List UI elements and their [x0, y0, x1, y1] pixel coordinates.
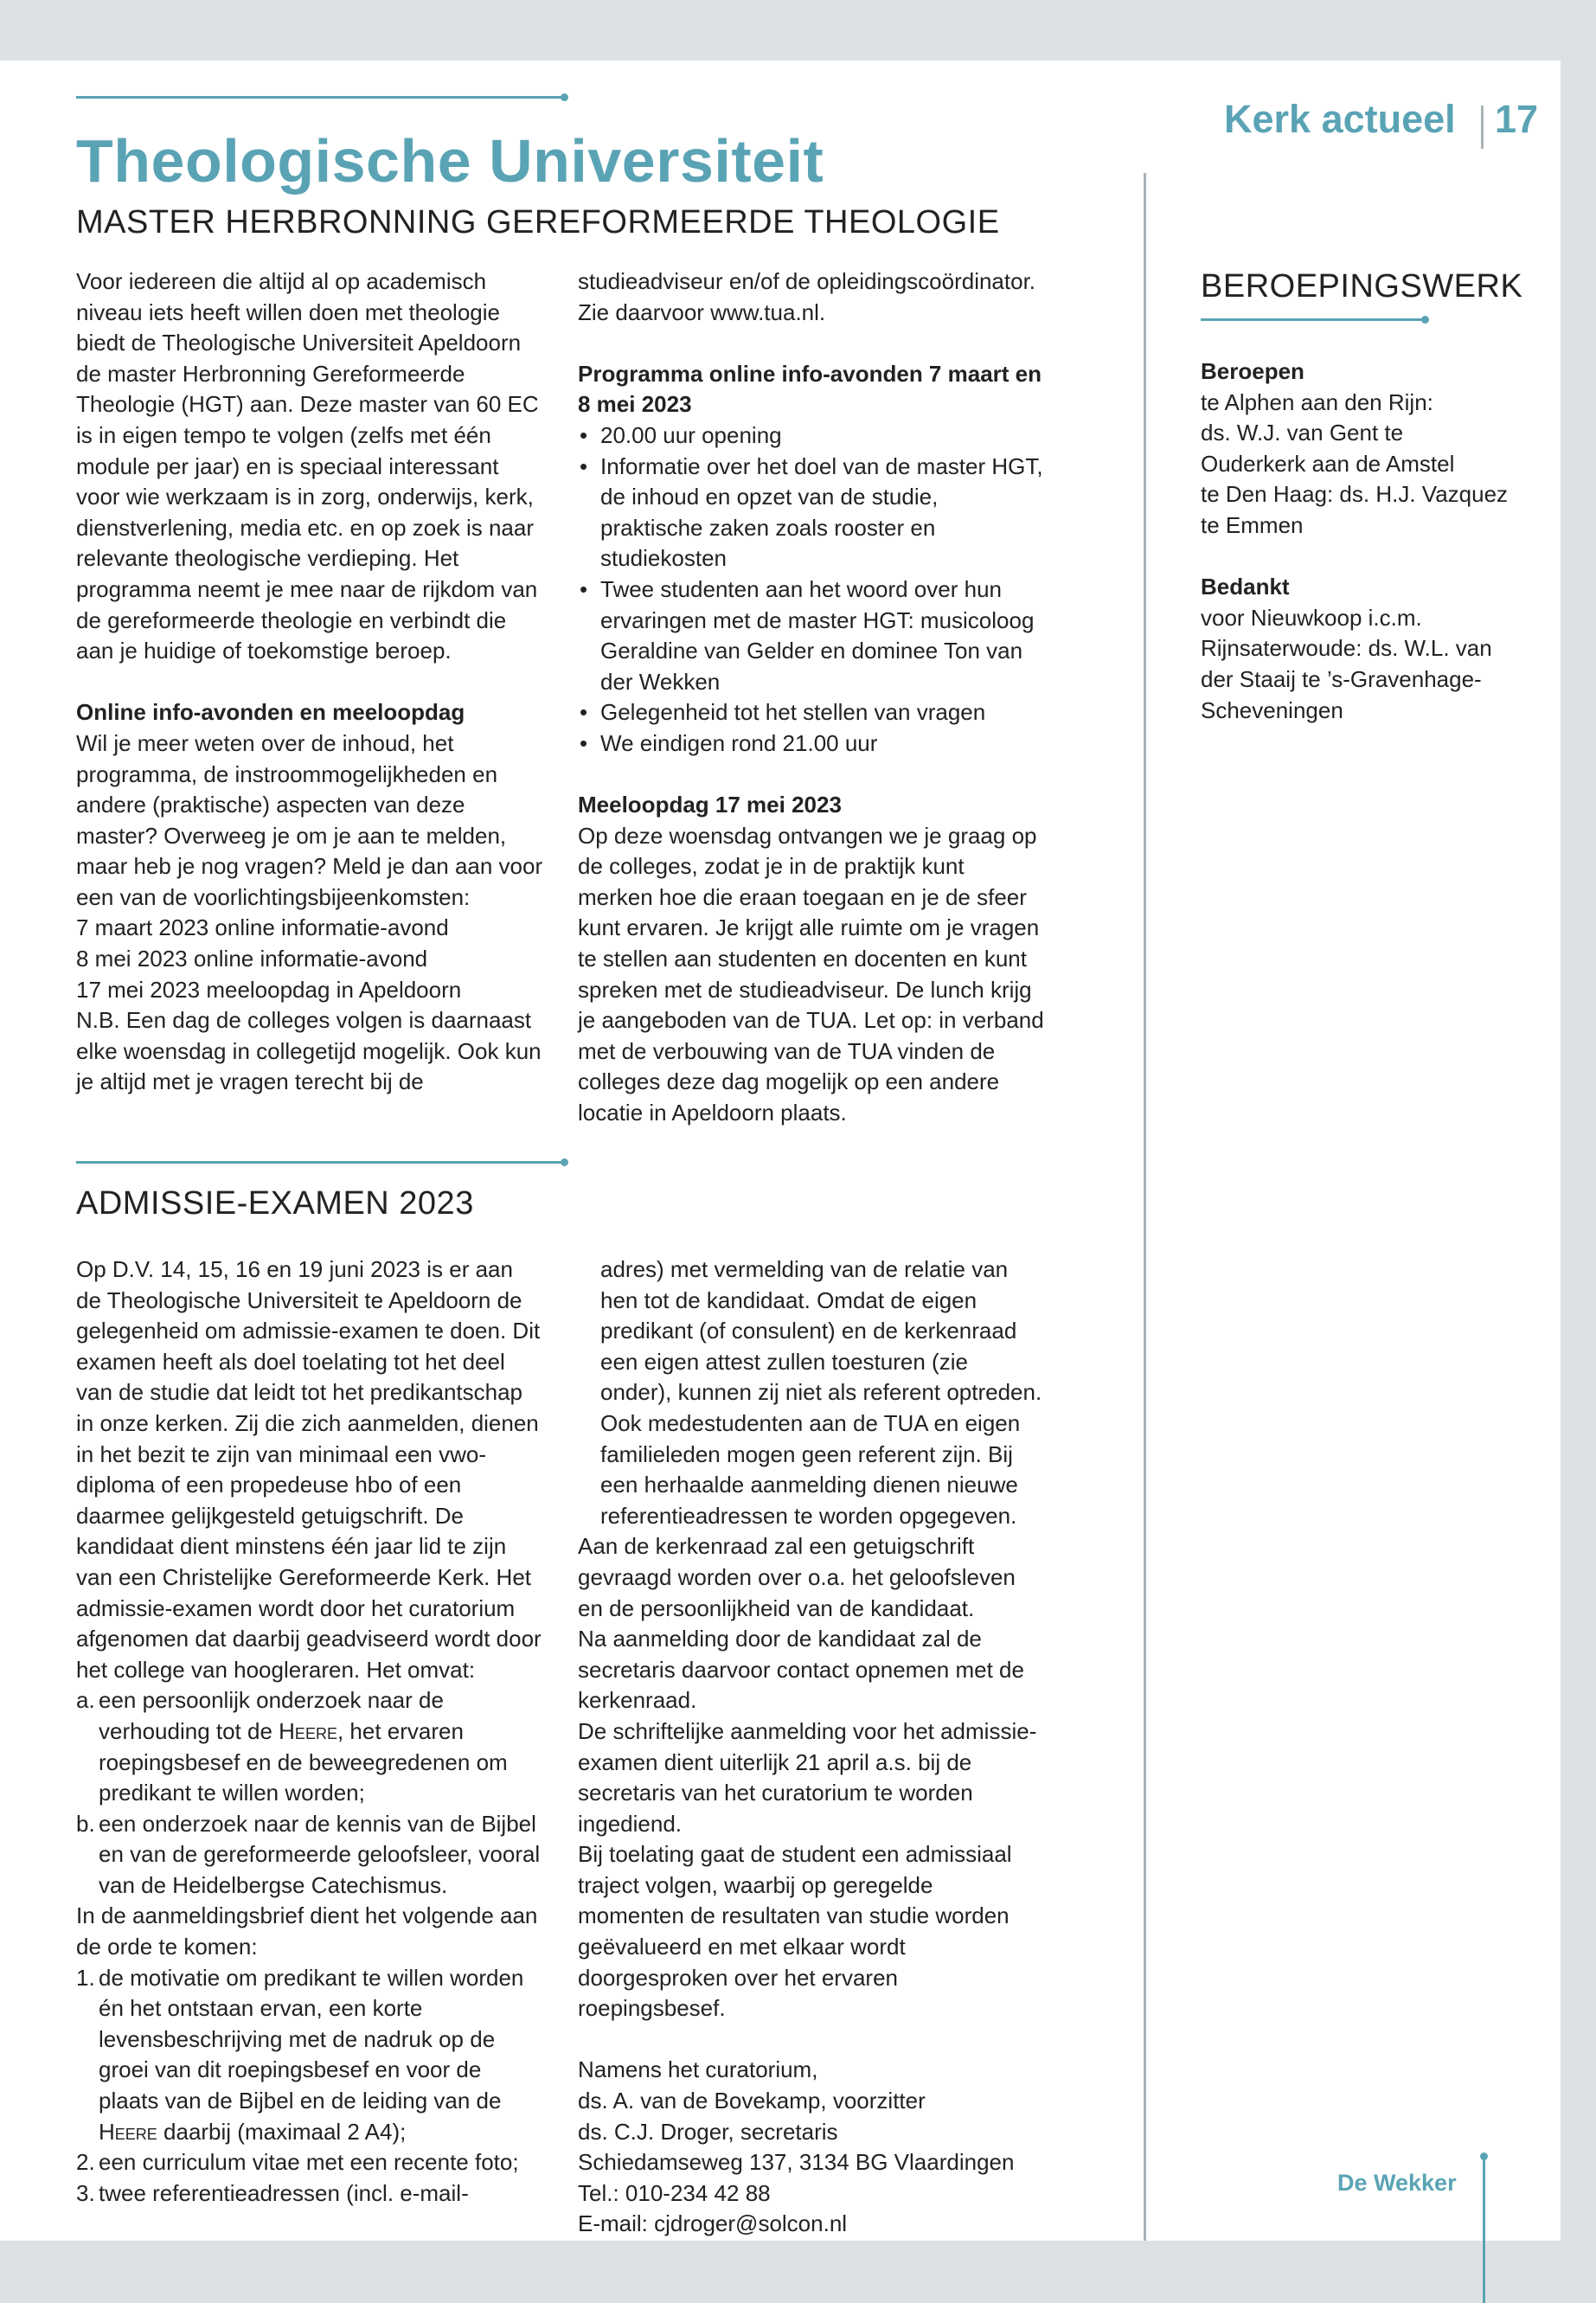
beroepen-heading: Beroepen	[1201, 358, 1304, 384]
admissie-paragraph: Na aanmelding door de kandidaat zal de secretaris daarvoor contact opnemen met de kerkenraad.	[578, 1626, 1024, 1714]
program-item: • Gelegenheid tot het stellen van vragen	[578, 697, 1045, 728]
date-item: 8 mei 2023 online informatie-avond	[76, 946, 428, 972]
program-item: • Twee studenten aan het woord over hun ervaringen met de master HGT: musicoloog Geraldine van Gelder en dominee Ton van der Wekken	[578, 574, 1045, 697]
sidebar-title: BEROEPINGSWERK	[1201, 268, 1523, 305]
beroepen-line: ds. W.J. van Gent te	[1201, 420, 1404, 446]
meeloop-text: Op deze woensdag ontvangen we je graag op de colleges, zodat je in de praktijk kunt merken hoe die eraan toegaan en je de sfeer kunt ervaren. Je krijgt alle ruimte om je vragen te stellen aan studenten en docenten en kunt spreken met de studieadviseur. De lunch krijg je aangeboden van de TUA. Let op: in verband met de verbouwing van de TUA vinden de colleges deze dag mogelijk op een andere locatie in Apeldoorn plaats.	[578, 822, 1044, 1126]
list-item-b: b. een onderzoek naar de kennis van de Bijbel en van de gereformeerde geloofsleer, vooral van de Heidelbergse Catechismus.	[76, 1810, 541, 1898]
article-column-1	[76, 266, 543, 1098]
signature-line: Namens het curatorium,	[578, 2056, 818, 2083]
footer-divider	[1483, 2156, 1485, 2303]
signature-line: Tel.: 010-234 42 88	[578, 2179, 771, 2206]
program-list	[578, 420, 1045, 760]
list-item-1: 1. de motivatie om predikant te willen worden én het ontstaan ervan, een korte levensbeschrijving met de nadruk op de groei van dit roepingsbesef en voor de plaats van de Bijbel en de leiding van de Heere daarbij (maximaal 2 A4);	[76, 1964, 524, 2145]
admissie-paragraph: De schriftelijke aanmelding voor het admissie-examen dient uiterlijk 21 april a.s. bij de secretaris van het curatorium te worden ingediend.	[578, 1717, 1037, 1837]
online-text: Wil je meer weten over de inhoud, het programma, de instroommogelijkheden en andere (praktische) aspecten van deze master? Overweeg je om je aan te melden, maar heb je nog vragen? Meld je dan aan voor een van de voorlichtingsbijeenkomsten:	[76, 729, 543, 910]
signature-line: E-mail: cjdroger@solcon.nl	[578, 2210, 848, 2237]
page-number: 17	[1495, 97, 1539, 141]
admissie-letter-list	[76, 1685, 543, 1901]
online-heading: Online info-avonden en meeloopdag	[76, 699, 465, 726]
section-header: Kerk actueel	[1224, 97, 1456, 141]
admissie-column-2	[578, 1254, 1045, 2240]
signature-line: ds. A. van de Bovekamp, voorzitter	[578, 2088, 926, 2114]
admissie-intro: Op D.V. 14, 15, 16 en 19 juni 2023 is er aan de Theologische Universiteit te Apeldoorn de gelegenheid om admissie-examen te doen. Dit examen heeft als doel toelating tot het deel van de studie dat leidt tot het predikantschap in onze kerken. Zij die zich aanmelden, dienen in het bezit te zijn van minimaal een vwo-diploma of een propedeuse hbo of een daarmee gelijkgesteld getuigschrift. De kandidaat dient minstens één jaar lid te zijn van een Christelijke Gereformeerde Kerk. Het admissie-examen wordt door het curatorium afgenomen dat daarbij geadviseerd wordt door het college van hoogleraren. Het omvat:	[76, 1256, 542, 1683]
date-item: 7 maart 2023 online informatie-avond	[76, 914, 449, 941]
date-item: 17 mei 2023 meeloopdag in Apeldoorn	[76, 976, 462, 1003]
program-item: • Informatie over het doel van de master HGT, de inhoud en opzet van de studie, praktische zaken zoals rooster en studiekosten	[578, 452, 1045, 574]
article-title: Theologische Universiteit	[76, 127, 824, 195]
list-item-a: a. een persoonlijk onderzoek naar de verhouding tot de Heere, het ervaren roepingsbesef en de beweegredenen om predikant te willen worden;	[76, 1687, 508, 1806]
bedankt-heading: Bedankt	[1201, 574, 1290, 600]
admissie-heading: ADMISSIE-EXAMEN 2023	[76, 1185, 474, 1222]
header-divider	[1481, 106, 1484, 149]
beroepen-line: te Alphen aan den Rijn:	[1201, 388, 1433, 415]
note-text: N.B. Een dag de colleges volgen is daarnaast elke woensdag in collegetijd mogelijk. Ook kun je altijd met je vragen terecht bij de	[76, 1007, 542, 1095]
signature-line: Schiedamseweg 137, 3134 BG Vlaardingen	[578, 2149, 1015, 2176]
brief-intro: In de aanmeldingsbrief dient het volgende aan de orde te komen:	[76, 1902, 538, 1960]
beroepen-line: Ouderkerk aan de Amstel	[1201, 450, 1455, 477]
list-item-2: 2. een curriculum vitae met een recente foto;	[76, 2149, 519, 2176]
program-item: • We eindigen rond 21.00 uur	[578, 728, 1045, 760]
column-continuation: studieadviseur en/of de opleidingscoördinator. Zie daarvoor www.tua.nl.	[578, 268, 1036, 325]
magazine-page	[0, 61, 1561, 2241]
publication-footer: De Wekker	[1337, 2170, 1457, 2196]
article-column-2	[578, 266, 1045, 1129]
sidebar-rule	[1201, 318, 1426, 321]
beroepen-line: te Emmen	[1201, 511, 1304, 538]
list-item-3-continuation: adres) met vermelding van de relatie van hen tot de kandidaat. Omdat de eigen predikant (of consulent) en de kerkenraad een eigen attest zullen toesturen (zie onder), kunnen zij niet als referent optreden. Ook medestudenten aan de TUA en eigen familieleden mogen geen referent zijn. Bij een herhaalde aanmelding dienen nieuwe referentieadressen te worden opgegeven.	[600, 1256, 1042, 1529]
signature-line: ds. C.J. Droger, secretaris	[578, 2118, 838, 2145]
beroepen-line: te Den Haag: ds. H.J. Vazquez	[1201, 481, 1509, 508]
admissie-rule	[76, 1161, 565, 1164]
article-intro: Voor iedereen die altijd al op academisch niveau iets heeft willen doen met theologie biedt de Theologische Universiteit Apeldoorn de master Herbronning Gereformeerde Theologie (HGT) aan. Deze master van 60 EC is in eigen tempo te volgen (zelfs met één module per jaar) en is speciaal interessant voor wie werkzaam is in zorg, onderwijs, kerk, dienstverlening, media etc. en op zoek is naar relevante theologische verdieping. Het programma neemt je mee naar de rijkdom van de gereformeerde theologie en verbindt die aan je huidige of toekomstige beroep.	[76, 268, 539, 664]
admissie-paragraph: Aan de kerkenraad zal een getuigschrift gevraagd worden over o.a. het geloofsleven en de persoonlijkheid van de kandidaat.	[578, 1533, 1016, 1621]
bedankt-text: voor Nieuwkoop i.c.m. Rijnsaterwoude: ds. W.L. van der Staaij te ’s-Gravenhage-Scheveningen	[1201, 604, 1492, 723]
article-subtitle: MASTER HERBRONNING GEREFORMEERDE THEOLOGIE	[76, 204, 1000, 241]
meeloop-heading: Meeloopdag 17 mei 2023	[578, 792, 842, 818]
admissie-paragraph: Bij toelating gaat de student een admissiaal traject volgen, waarbij op geregelde momenten de resultaten van studie worden geëvalueerd en met elkaar wordt doorgesproken over het ervaren roepingsbesef.	[578, 1841, 1012, 2022]
top-rule	[76, 96, 565, 99]
column-separator	[1144, 173, 1146, 2241]
program-item: • 20.00 uur opening	[578, 420, 1045, 452]
admissie-column-1	[76, 1254, 543, 2209]
list-item-3: 3. twee referentieadressen (incl. e-mail-	[76, 2179, 469, 2206]
admissie-number-list	[76, 1963, 543, 2210]
sidebar-column	[1201, 356, 1529, 726]
program-heading: Programma online info-avonden 7 maart en 8 mei 2023	[578, 360, 1042, 418]
